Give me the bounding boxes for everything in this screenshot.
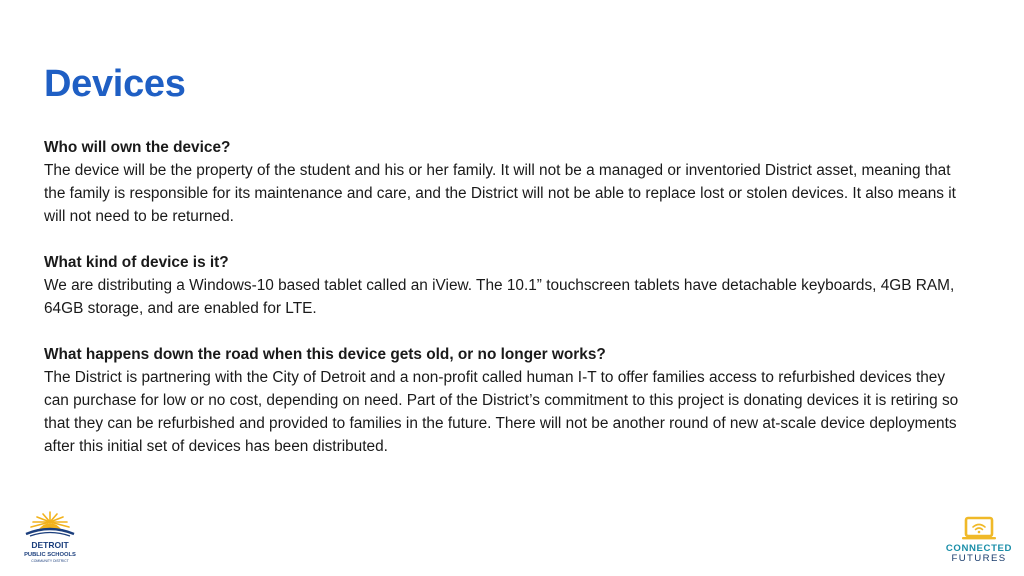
answer-device-kind: We are distributing a Windows-10 based tablet called an iView. The 10.1” touchscreen tablets have detachable keyboards, 4GB RAM, 64GB storage, and are enabled for LTE.: [44, 277, 955, 317]
qa-section-ownership: [44, 136, 964, 228]
dps-logo-line1: DETROIT: [31, 540, 69, 550]
answer-ownership: The device will be the property of the student and his or her family. It will not be a managed or inventoried District asset, meaning that the family is responsible for its maintenance and care, and the District will not be able to replace lost or stolen devices. It also means it will not need to be returned.: [44, 162, 956, 225]
cf-logo-line1: CONNECTED: [945, 543, 1013, 554]
qa-section-device-kind: [44, 251, 964, 320]
question-device-kind: What kind of device is it?: [44, 254, 229, 271]
sunrise-icon: [26, 512, 74, 536]
dps-logo-line3: COMMUNITY DISTRICT: [31, 559, 69, 563]
question-future: What happens down the road when this device gets old, or no longer works?: [44, 346, 606, 363]
qa-section-future: [44, 343, 964, 458]
slide-body: [44, 136, 964, 481]
laptop-wifi-icon: [962, 518, 996, 539]
answer-future: The District is partnering with the City of Detroit and a non-profit called human I-T to offer families access to refurbished devices they can purchase for low or no cost, depending on need. Part of the District’s commitment to this project is donating devices it is retiring so that they can be refurbished and provided to families in the future. There will not be another round of new at-scale device deployments after this initial set of devices has been distributed.: [44, 369, 959, 455]
connected-futures-logo: [940, 516, 1018, 566]
detroit-public-schools-logo: [16, 508, 84, 568]
page-title: Devices: [44, 63, 186, 105]
question-ownership: Who will own the device?: [44, 139, 231, 156]
dps-logo-line2: PUBLIC SCHOOLS: [24, 552, 76, 558]
cf-logo-line2: FUTURES: [951, 553, 1007, 564]
